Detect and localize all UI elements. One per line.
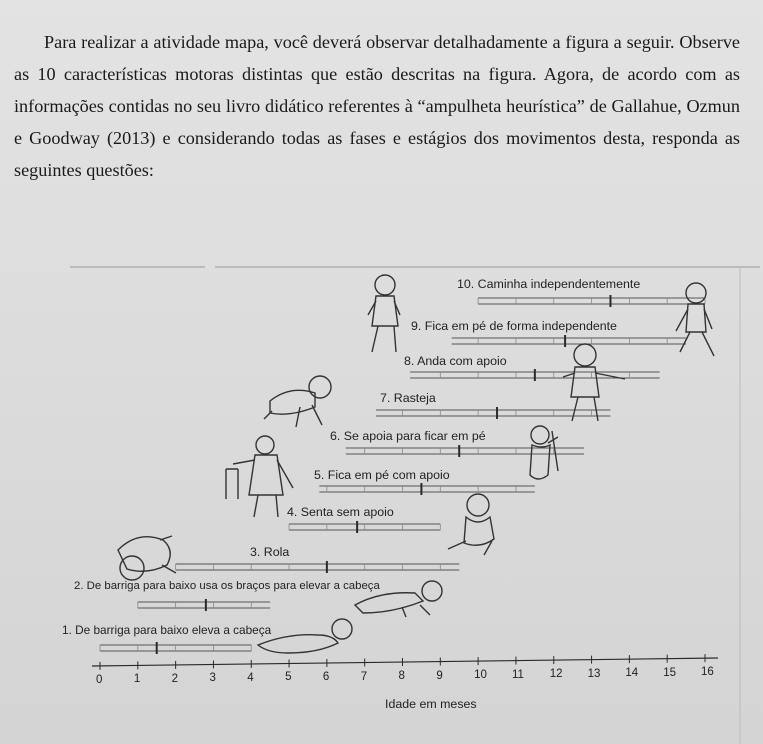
milestone-label-10: 10. Caminha independentemente (457, 277, 641, 291)
milestone-label-1: 1. De barriga para baixo eleva a cabeça (62, 623, 272, 637)
milestone-label-3: 3. Rola (250, 545, 290, 559)
tick-label-14: 14 (625, 667, 639, 680)
instructions-paragraph: Para realizar a atividade mapa, você deverá observar detalhadamente a figura a seguir. Observe as 10 características motoras distintas que estão descritas na figura. Agora, de acordo com as informações contidas no seu livro didático referentes à “ampulheta heurística” de Gallahue, Ozmun e Goodway (2013) e considerando todas as fases e estágios dos movimentos desta, responda as seguintes questões: (14, 32, 740, 180)
milestone-bar-2 (138, 599, 270, 611)
baby-rolling-icon (118, 536, 176, 580)
milestone-label-8: 8. Anda com apoio (404, 354, 507, 368)
tick-label-15: 15 (663, 666, 676, 679)
milestone-bar-8 (410, 369, 660, 381)
baby-sitting-icon (448, 494, 494, 555)
baby-prone-head-icon (258, 619, 352, 653)
tick-label-10: 10 (474, 669, 487, 682)
tick-label-16: 16 (701, 666, 714, 679)
milestone-bar-1 (100, 642, 251, 654)
tick-label-8: 8 (398, 670, 405, 683)
milestone-bar-4 (289, 521, 440, 533)
tick-label-4: 4 (247, 671, 254, 684)
tick-label-9: 9 (436, 669, 443, 682)
milestone-chart (0, 255, 763, 744)
milestone-bar-9 (452, 335, 686, 347)
tick-label-6: 6 (322, 670, 330, 683)
milestone-label-9: 9. Fica em pé de forma independente (411, 319, 617, 333)
tick-label-12: 12 (549, 668, 563, 681)
motor-milestones-figure (0, 255, 763, 744)
tick-label-11: 11 (511, 668, 524, 681)
tick-label-5: 5 (285, 671, 292, 684)
baby-standing-icon (368, 275, 400, 352)
axis-line (92, 658, 718, 666)
baby-walking-icon (676, 283, 714, 356)
milestone-label-7: 7. Rasteja (380, 391, 436, 405)
milestone-label-6: 6. Se apoia para ficar em pé (330, 429, 486, 443)
baby-standing-support-icon (226, 436, 293, 517)
milestone-bar-10 (478, 295, 705, 307)
x-axis-label: Idade em meses (385, 697, 477, 711)
milestone-label-5: 5. Fica em pé com apoio (314, 468, 450, 482)
baby-crawling-icon (264, 376, 331, 427)
instructions-text (14, 26, 740, 186)
milestone-label-2: 2. De barriga para baixo usa os braços para elevar a cabeça (74, 580, 380, 592)
tick-label-7: 7 (360, 670, 368, 683)
milestone-bar-3 (176, 561, 460, 573)
age-axis (92, 654, 718, 670)
tick-label-3: 3 (209, 672, 216, 685)
milestone-bar-5 (319, 483, 535, 495)
baby-walking-support-icon (563, 344, 625, 421)
tick-label-0: 0 (96, 673, 103, 686)
milestone-bar-6 (346, 445, 584, 457)
milestone-label-4: 4. Senta sem apoio (287, 505, 394, 519)
tick-label-13: 13 (587, 667, 601, 680)
tick-label-2: 2 (171, 672, 179, 685)
tick-label-1: 1 (133, 673, 141, 686)
